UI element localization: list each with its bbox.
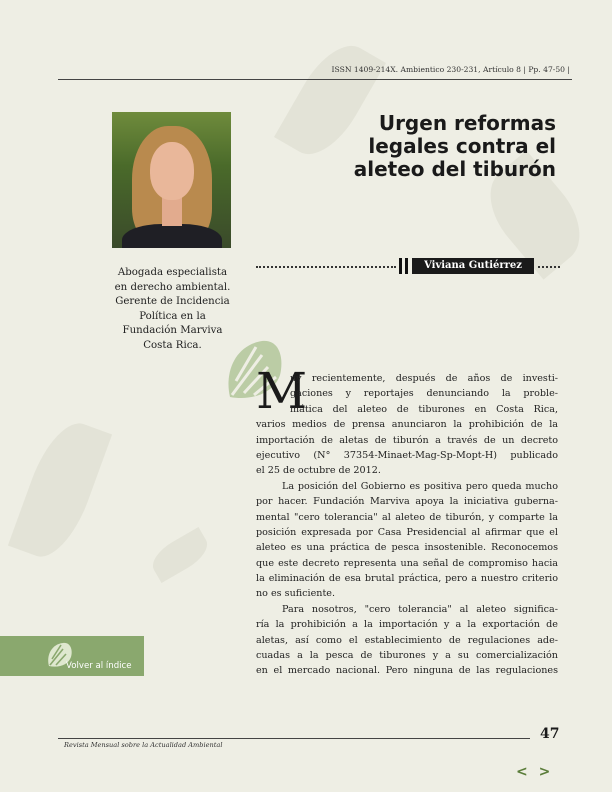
article-body: [256, 371, 558, 679]
back-to-index-button[interactable]: [0, 636, 144, 676]
footer-rule: [58, 738, 530, 739]
body-line: mental "cero tolerancia" al aleteo de tiburón, y comparte la: [256, 511, 558, 523]
title-line: Urgen reformas: [378, 111, 556, 135]
body-line: mática del aleteo de tiburones en Costa Rica,: [290, 403, 558, 415]
body-line: importación de aletas de tiburón a través de un decreto: [256, 434, 558, 446]
previous-page-button[interactable]: <: [516, 764, 531, 780]
header-citation: ISSN 1409-214X. Ambientico 230-231, Artículo 8 | Pp. 47-50 |: [331, 65, 570, 74]
back-to-index-label: Volver al índice: [66, 661, 132, 671]
page-number: 47: [540, 726, 560, 742]
author-dotted-rule: [256, 266, 396, 268]
page-navigation: [516, 764, 553, 780]
body-line: La posición del Gobierno es positiva pero queda mucho: [282, 480, 558, 492]
body-line: la eliminación de esa brutal práctica, pero a nuestro criterio: [256, 573, 558, 585]
next-page-button[interactable]: >: [538, 764, 554, 780]
body-line: no es suficiente.: [256, 588, 336, 600]
author-dotted-rule: [538, 266, 560, 268]
header-rule: [58, 79, 572, 80]
body-line: posición expresada por Casa Presidencial al afirmar que el: [256, 526, 558, 538]
body-line: varios medios de prensa anunciaron la prohibición de la: [256, 419, 558, 431]
article-title: [296, 112, 556, 181]
bio-line: Gerente de Incidencia: [115, 296, 230, 308]
title-line: legales contra el: [368, 134, 556, 158]
body-line: uy recientemente, después de años de investi-: [290, 373, 558, 384]
drop-cap: M: [256, 362, 308, 420]
title-line: aleteo del tiburón: [353, 157, 556, 181]
background-leaf-decoration: [147, 527, 214, 583]
bio-line: Fundación Marviva: [122, 325, 223, 337]
bio-line: Política en la: [139, 310, 206, 322]
author-bars-decoration: [399, 258, 410, 274]
body-line: en el mercado nacional. Pero ninguna de las regulaciones: [256, 665, 558, 677]
body-line: Para nosotros, "cero tolerancia" al aleteo significa-: [282, 603, 558, 615]
body-line: el 25 de octubre de 2012.: [256, 465, 381, 477]
body-line: cuadas a la pesca de tiburones y a su comercialización: [256, 650, 558, 662]
body-line: gaciones y reportajes denunciando la proble-: [290, 388, 558, 400]
background-leaf-decoration: [8, 414, 112, 566]
bio-line: en derecho ambiental.: [114, 281, 231, 293]
bio-line: Costa Rica.: [143, 339, 202, 351]
body-line: aleteo es una práctica de pesca insostenible. Reconocemos: [256, 542, 558, 554]
body-line: que este decreto representa una señal de compromiso hacia: [256, 557, 558, 569]
body-line: aletas, así como el establecimiento de regulaciones ade-: [256, 634, 558, 646]
bio-line: Abogada especialista: [117, 267, 228, 278]
footer-journal: Revista Mensual sobre la Actualidad Ambiental: [64, 741, 223, 749]
body-line: ría la prohibición a la importación y a la exportación de: [256, 619, 558, 631]
author-name: Viviana Gutiérrez: [412, 258, 534, 274]
author-bio: [110, 266, 235, 354]
body-line: por hacer. Fundación Marviva apoya la iniciativa guberna-: [256, 496, 558, 508]
body-line: ejecutivo (N° 37354-Minaet-Mag-Sp-Mopt-H) publicado: [256, 449, 558, 461]
author-photo: [112, 112, 231, 248]
